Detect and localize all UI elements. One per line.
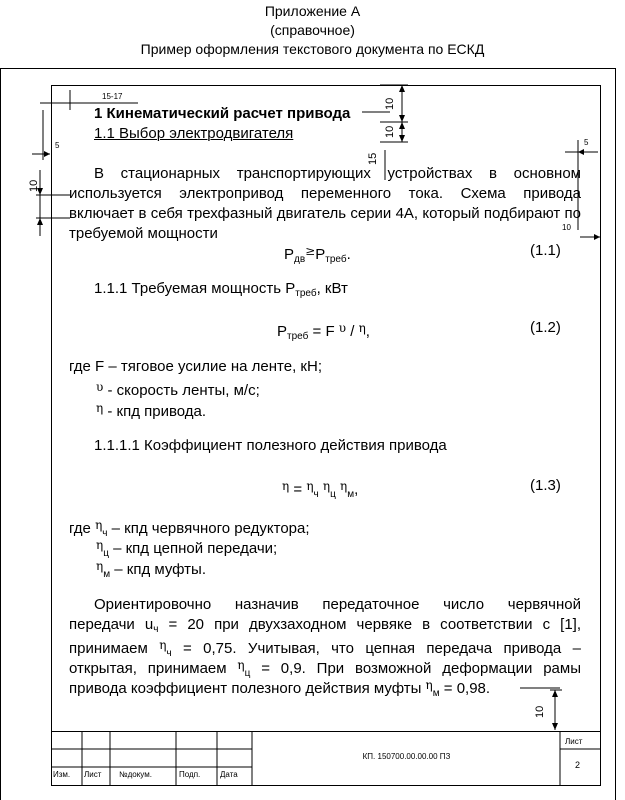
speed-symbol: υ: [96, 380, 104, 394]
p2-l4a: открытая, принимаем: [69, 660, 238, 677]
p2-l4s: ц: [244, 668, 251, 679]
eta-symbol: η: [96, 401, 104, 415]
dim-15-label: 15: [367, 152, 379, 165]
paragraph-line-5: [69, 675, 490, 704]
p2-l3a: принимаем: [69, 640, 160, 657]
equation-3-number: (1.3): [530, 477, 561, 494]
sub2-sub: треб: [295, 288, 317, 299]
dim-10-top-label: 10: [384, 97, 396, 110]
dim-15-17-label: 15-17: [102, 92, 123, 101]
eq3-comma: ,: [354, 481, 359, 498]
speed-desc: - скорость ленты, м/с;: [103, 382, 260, 399]
w4-sub: м: [103, 569, 111, 580]
subsection-heading: [94, 124, 293, 144]
p2-l4b: = 0,9. При возможной деформации рамы: [250, 660, 581, 677]
stamp-document-code: КП. 150700.00.00.00 ПЗ: [362, 752, 451, 761]
where-efficiency: [96, 398, 206, 422]
eq2-eta: η: [358, 321, 366, 335]
stamp-izm: Изм.: [53, 770, 71, 779]
stamp-data: Дата: [220, 770, 238, 779]
eq1-sub2: треб: [325, 254, 347, 265]
where-force: где F – тяговое усилие на ленте, кН;: [69, 358, 322, 375]
eq1-symbol: Р: [284, 246, 295, 263]
eq2-v: υ: [338, 321, 347, 335]
paragraph-line-1: Ориентировочно назначив передаточное число червячной: [94, 596, 581, 613]
eq1-dot: .: [346, 246, 351, 263]
equation-2-number: (1.2): [530, 319, 561, 336]
p2-l5a: привода коэффициент полезного действия муфты: [69, 680, 426, 697]
eq3-eta1: η: [306, 479, 314, 493]
stamp-list: Лист: [84, 770, 102, 779]
eq2-f: = F: [308, 323, 339, 340]
p2-l3-eta: η: [159, 638, 167, 652]
eq2-comma: ,: [365, 323, 370, 340]
w4-desc: – кпд муфты.: [110, 561, 207, 578]
w4-eta: η: [96, 559, 104, 573]
w2-eta: η: [95, 518, 103, 532]
eta-desc: - кпд привода.: [103, 403, 207, 420]
p2-l2b: = 20 при двухзаходном червяке в соответствии с [1],: [158, 616, 581, 633]
eq2-sub: треб: [287, 331, 309, 342]
p2-l2a: передачи u: [69, 616, 154, 633]
w3-eta: η: [96, 538, 104, 552]
eq2-p: Р: [277, 323, 288, 340]
stamp-ndokum: №докум.: [119, 770, 152, 779]
eq3-sub1: ч: [313, 489, 319, 500]
w3-sub: ц: [103, 548, 109, 559]
eq1-symbol2: Р: [315, 246, 326, 263]
p2-l3s: ч: [166, 648, 172, 659]
w2-sub: ч: [102, 528, 108, 539]
eq3-eta3: η: [340, 479, 348, 493]
eq3-equals: =: [289, 481, 307, 498]
subsection-heading-text: 1.1 Выбор электродвигателя: [94, 125, 294, 142]
subsubsubsection-efficiency: 1.1.1.1 Коэффициент полезного действия привода: [94, 437, 447, 454]
dim-10-mid-label: 10: [384, 125, 396, 138]
eq1-ge: ≥: [305, 244, 316, 258]
w2-prefix: где: [69, 520, 96, 537]
paragraph-intro: В стационарных транспортирующих устройствах в основном используется электропривод переменного тока. Схема привода включает в себя трехфазный двигатель серии 4А, который подбирают по требуемой мощности: [69, 165, 581, 242]
eq3-sub3: м: [347, 489, 355, 500]
sub2-unit: , кВт: [316, 280, 348, 297]
sub2-text: 1.1.1 Требуемая мощность Р: [94, 280, 296, 297]
where-coupling: [96, 556, 206, 585]
stamp-podp: Подп.: [179, 770, 201, 779]
equation-3: [282, 476, 358, 505]
equation-1: [284, 241, 351, 270]
dim-10-left-label: 10: [28, 179, 40, 192]
appendix-title: Приложение А: [264, 3, 361, 19]
eq2-slash: /: [346, 323, 359, 340]
w2-desc: – кпд червячного редуктора;: [107, 520, 310, 537]
appendix-caption: Пример оформления текстового документа по ЕСКД: [140, 41, 485, 57]
eq3-eta2: η: [322, 479, 331, 493]
dim-5-right-label: 5: [584, 138, 589, 147]
eq3-sub2: ц: [330, 489, 336, 500]
p2-l4-eta: η: [237, 658, 245, 672]
equation-2: [277, 318, 370, 347]
w3-desc: – кпд цепной передачи;: [108, 540, 278, 557]
p2-l5b: = 0,98.: [439, 680, 491, 697]
dim-5-left-label: 5: [55, 141, 60, 150]
p2-l5-eta: η: [425, 678, 433, 692]
appendix-type: (справочное): [270, 22, 355, 38]
dim-10-bottom-label: 10: [534, 705, 546, 718]
stamp-sheet-label: Лист: [565, 737, 583, 746]
stamp-page-number: 2: [575, 760, 581, 770]
p2-l2s: ч: [153, 624, 159, 635]
eq1-sub: дв: [294, 254, 306, 265]
p2-l5s: м: [432, 688, 440, 699]
equation-1-number: (1.1): [530, 242, 561, 259]
subsubsection-power: [94, 279, 348, 304]
eq3-eta: η: [282, 479, 290, 493]
p2-l3b: = 0,75. Учитывая, что цепная передача привода –: [171, 640, 582, 657]
dim-10-right-label: 10: [562, 223, 571, 232]
section-heading: 1 Кинематический расчет привода: [94, 105, 351, 122]
